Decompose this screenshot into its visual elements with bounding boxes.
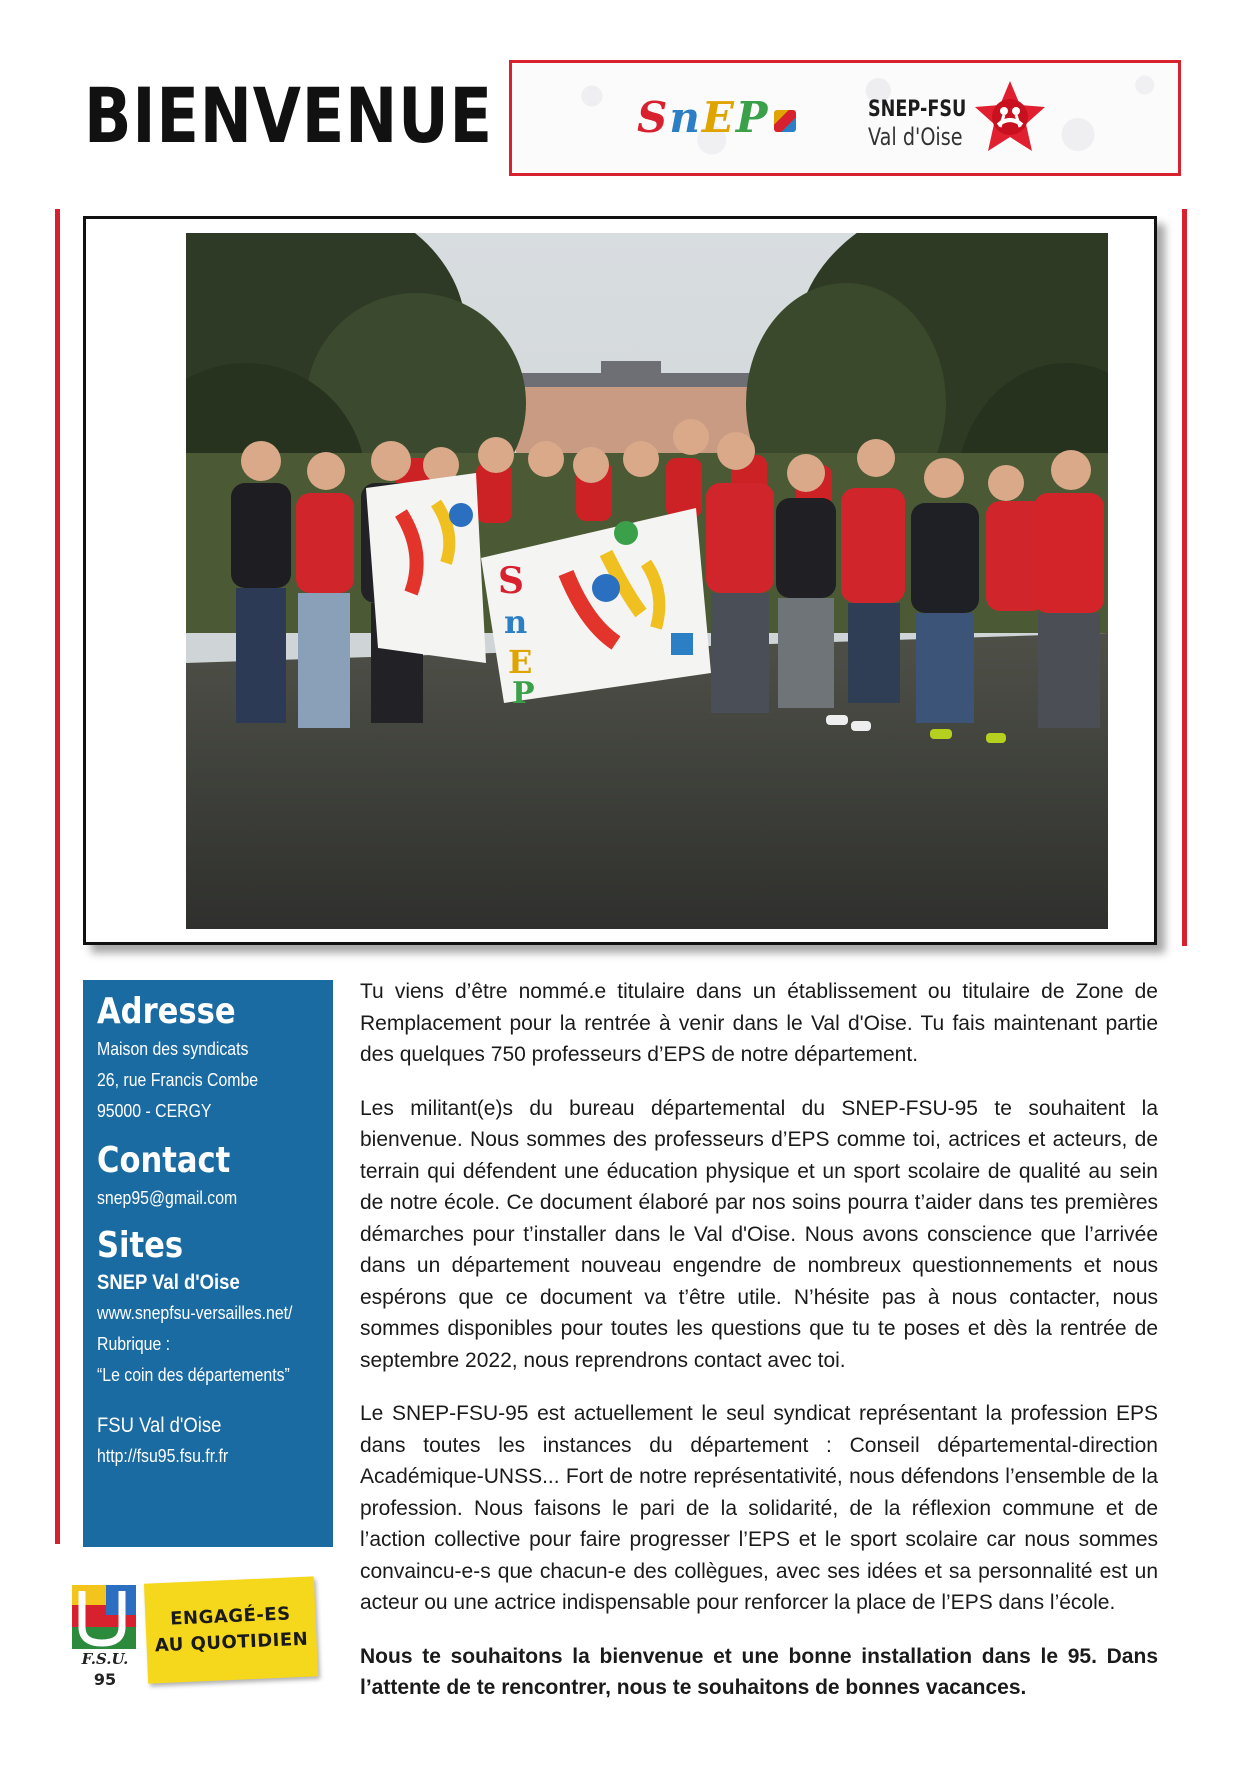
site-fsu-name: FSU Val d'Oise xyxy=(97,1414,222,1437)
fsu-mini-icon xyxy=(774,110,796,132)
address-line-1: Maison des syndicats xyxy=(97,1039,249,1059)
group-photo xyxy=(186,233,1108,929)
svg-text:S: S xyxy=(498,560,524,602)
address-line-2: 26, rue Francis Combe xyxy=(97,1070,259,1090)
engaged-badge xyxy=(144,1576,318,1683)
right-accent-line xyxy=(1182,209,1187,946)
sites-heading: Sites xyxy=(97,1225,184,1266)
contact-heading: Contact xyxy=(97,1140,231,1181)
paragraph-representation: Le SNEP-FSU-95 est actuellement le seul syndicat représentant la profession EPS dans toutes les instances du département : Conseil départemental-direction Académique-UNSS... Fort de notre représentativité, nous défendons l’ensemble de la profession. Nous faisons le pari de la solidarité, de la réflexion commune et de l’action collective pour faire progresser l’EPS et le sport scolaire car nous sommes convaincu-e-s que chacun-e des collègues, avec ses idées et sa personnalité est un acteur ou une actrice indispensable pour renforcer la place de l’EPS dans l’école. xyxy=(360,1402,1158,1614)
paragraph-welcome: Les militant(e)s du bureau départemental du SNEP-FSU-95 te souhaitent la bienvenue. Nous sommes des professeurs d’EPS comme toi, actrices et acteurs, de terrain qui défendent une éducation physique et un sport scolaire de qualité au sein de notre école. Ce document élaboré par nos soins pourra t’aider dans tes premières démarches pour t’installer dans le Val d'Oise. Nous avons conscience que l’arrivée dans un département nouveau engendre de nombreux questionnements et nous espérons que ce document va t’être utile. N’hésite pas à nous contacter, nous sommes disponibles pour toutes les questions que tu te poses et dès la rentrée de septembre 2022, nous reprendrons contact avec toi. xyxy=(360,1096,1158,1372)
left-accent-line xyxy=(55,209,60,1544)
logo-banner xyxy=(509,60,1181,176)
star-logo-icon xyxy=(974,79,1046,155)
badge-line-1: ENGAGÉ-ES xyxy=(169,1603,291,1630)
svg-text:n: n xyxy=(504,603,528,641)
svg-text:P: P xyxy=(512,676,535,711)
address-heading: Adresse xyxy=(97,991,236,1032)
paragraph-intro: Tu viens d’être nommé.e titulaire dans un établissement ou titulaire de Zone de Remplacement pour la rentrée à venir dans le Val d'Oise. Tu fais maintenant partie des quelques 750 professeurs d’EPS de notre département. xyxy=(360,980,1158,1066)
fsu-number: 95 xyxy=(93,1670,117,1689)
org-name: SNEP-FSU xyxy=(868,97,967,122)
welcome-text xyxy=(360,976,1158,1726)
org-region: Val d'Oise xyxy=(868,123,963,151)
svg-text:E: E xyxy=(508,643,533,681)
site-snep-name: SNEP Val d'Oise xyxy=(97,1271,240,1294)
contact-sidebar xyxy=(83,980,333,1547)
site-snep-rubric: “Le coin des départements” xyxy=(97,1365,290,1385)
contact-email[interactable]: snep95@gmail.com xyxy=(97,1188,238,1208)
site-snep-url[interactable]: www.snepfsu-versailles.net/ xyxy=(97,1303,293,1323)
fsu-label: F.S.U. xyxy=(81,1650,129,1668)
badge-line-2: AU QUOTIDIEN xyxy=(154,1628,309,1657)
page-title: BIENVENUE xyxy=(84,71,493,160)
address-line-3: 95000 - CERGY xyxy=(97,1101,212,1121)
snep-logo: SnEP xyxy=(637,93,796,142)
site-snep-rubric-label: Rubrique : xyxy=(97,1334,171,1354)
site-fsu-url[interactable]: http://fsu95.fsu.fr.fr xyxy=(97,1446,229,1466)
paragraph-closing: Nous te souhaitons la bienvenue et une bonne installation dans le 95. Dans l’attente de te rencontrer, nous te souhaitons de bonnes vacances. xyxy=(360,1644,1158,1699)
